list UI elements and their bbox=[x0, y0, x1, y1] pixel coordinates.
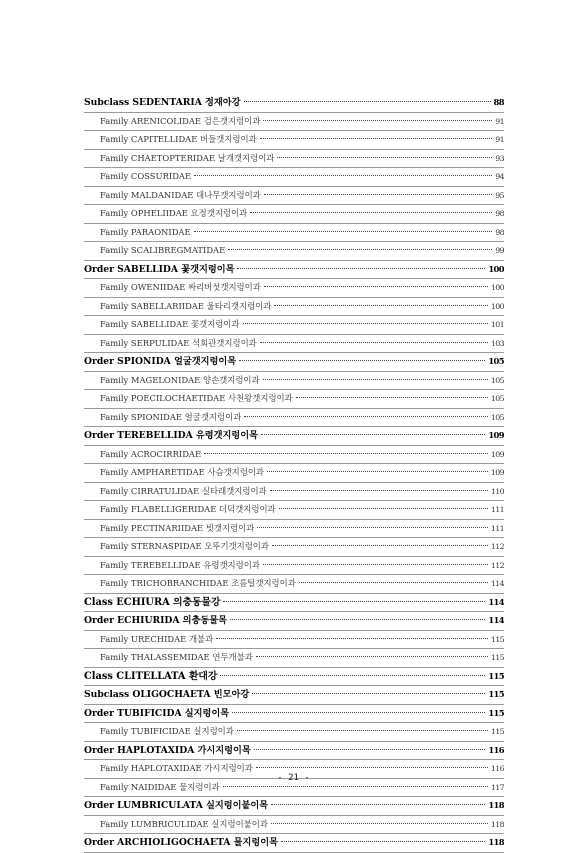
toc-entry-label: Family SCALIBREGMATIDAE bbox=[100, 245, 226, 255]
toc-entry-label: Subclass SEDENTARIA 정재아강 bbox=[84, 97, 241, 108]
toc-family-row[interactable] bbox=[84, 150, 504, 168]
dot-leader bbox=[261, 434, 485, 435]
toc-entry-label: Family TRICHOBRANCHIDAE 조름털갯지렁이과 bbox=[100, 578, 296, 588]
dot-leader bbox=[267, 471, 488, 472]
toc-entry-label: Family URECHIDAE 개불과 bbox=[100, 633, 214, 644]
toc-heading-row[interactable] bbox=[84, 834, 504, 852]
toc-family-row[interactable] bbox=[84, 464, 504, 482]
toc-entry-label: Family ACROCIRRIDAE bbox=[100, 448, 202, 459]
toc-page-number: 100 bbox=[488, 263, 504, 274]
toc-family-row[interactable] bbox=[84, 168, 504, 186]
toc-entry-label: Family OPHELIIDAE 요정갯지렁이과 bbox=[100, 208, 248, 218]
toc-page-number: 118 bbox=[490, 819, 504, 829]
row-divider bbox=[84, 852, 504, 853]
toc-entry-label: Family MALDANIDAE 대나무갯지렁이과 bbox=[100, 189, 261, 200]
toc-heading-row[interactable] bbox=[84, 594, 504, 612]
toc-page-number: 91 bbox=[495, 135, 504, 144]
toc-page-number: 100 bbox=[490, 301, 504, 311]
toc-entry-label: Family PARAONIDAE bbox=[100, 226, 191, 237]
toc-page-number: 95 bbox=[495, 190, 504, 200]
dot-leader bbox=[216, 638, 488, 639]
dot-leader bbox=[277, 157, 492, 158]
dot-leader bbox=[204, 453, 488, 454]
dot-leader bbox=[260, 138, 493, 139]
toc-entry-label: Order ARCHIOLIGOCHAETA 물지렁이목 bbox=[84, 837, 278, 848]
toc-entry-label: Family CAPITELLIDAE 버들갯지렁이과 bbox=[100, 134, 257, 144]
dot-leader bbox=[244, 101, 491, 102]
dot-leader bbox=[281, 841, 485, 842]
toc-family-row[interactable] bbox=[84, 298, 504, 316]
toc-page-number: 94 bbox=[495, 172, 504, 181]
dot-leader bbox=[239, 360, 485, 361]
toc-page-number: 103 bbox=[490, 338, 504, 348]
toc-entry-label: Order SPIONIDA 얼굴갯지렁이목 bbox=[84, 356, 237, 367]
dot-leader bbox=[228, 249, 492, 250]
dot-leader bbox=[263, 379, 488, 380]
toc-family-row[interactable] bbox=[84, 649, 504, 667]
toc-page-number: 91 bbox=[495, 116, 504, 126]
toc-entry-label: Family COSSURIDAE bbox=[100, 171, 192, 181]
toc-page-number: 115 bbox=[490, 634, 504, 644]
toc-family-row[interactable] bbox=[84, 279, 504, 297]
dot-leader bbox=[296, 397, 488, 398]
dot-leader bbox=[252, 693, 485, 694]
toc-entry-label: Subclass OLIGOCHAETA 빈모아강 bbox=[84, 689, 250, 700]
toc-page-number: 99 bbox=[495, 246, 504, 255]
toc-page-number: 109 bbox=[490, 449, 504, 459]
toc-entry-label: Order SABELLIDA 꽃갯지렁이목 bbox=[84, 263, 235, 275]
table-of-contents bbox=[84, 94, 504, 853]
toc-entry-label: Order LUMBRICULATA 실지렁이붙이목 bbox=[84, 800, 269, 811]
dot-leader bbox=[257, 527, 488, 528]
toc-entry-label: Family TEREBELLIDAE 유령갯지렁이과 bbox=[100, 559, 260, 570]
toc-page-number: 93 bbox=[495, 153, 504, 163]
page-number: - 21 - bbox=[277, 773, 310, 783]
toc-heading-row[interactable] bbox=[84, 742, 504, 760]
dot-leader bbox=[272, 545, 488, 546]
dot-leader bbox=[263, 564, 488, 565]
toc-family-row[interactable] bbox=[84, 113, 504, 131]
toc-heading-row[interactable] bbox=[84, 353, 504, 371]
toc-entry-label: Family HAPLOTAXIDAE 가시지렁이과 bbox=[100, 763, 253, 773]
toc-heading-row[interactable] bbox=[84, 612, 504, 630]
toc-page-number: 116 bbox=[488, 744, 504, 755]
toc-entry-label: Family NAIDIDAE 물지렁이과 bbox=[100, 781, 220, 792]
toc-entry-label: Order TEREBELLIDA 유령갯지렁이목 bbox=[84, 430, 259, 441]
dot-leader bbox=[194, 231, 493, 232]
toc-entry-label: Family PECTINARIIDAE 빗갯지렁이과 bbox=[100, 522, 255, 533]
toc-entry-label: Family CHAETOPTERIDAE 날개갯지렁이과 bbox=[100, 152, 275, 163]
dot-leader bbox=[250, 212, 492, 213]
dot-leader bbox=[237, 268, 485, 269]
toc-page-number: 105 bbox=[490, 412, 504, 422]
toc-heading-row[interactable] bbox=[84, 705, 504, 723]
toc-page-number: 110 bbox=[490, 486, 504, 496]
dot-leader bbox=[270, 490, 488, 491]
toc-family-row[interactable] bbox=[84, 242, 504, 260]
dot-leader bbox=[256, 656, 488, 657]
dot-leader bbox=[244, 416, 488, 417]
toc-entry-label: Family THALASSEMIDAE 연두개불과 bbox=[100, 652, 253, 662]
toc-family-row[interactable] bbox=[84, 372, 504, 390]
toc-family-row[interactable] bbox=[84, 483, 504, 501]
dot-leader bbox=[264, 194, 492, 195]
toc-family-row[interactable] bbox=[84, 575, 504, 593]
toc-family-row[interactable] bbox=[84, 224, 504, 242]
toc-entry-label: Family AMPHARETIDAE 사슴갯지렁이과 bbox=[100, 467, 265, 477]
dot-leader bbox=[271, 823, 488, 824]
toc-entry-label: Class ECHIURA 의충동물강 bbox=[84, 596, 221, 608]
toc-family-row[interactable] bbox=[84, 501, 504, 519]
toc-entry-label: Order HAPLOTAXIDA 가시지렁이목 bbox=[84, 744, 251, 756]
toc-page-number: 115 bbox=[490, 727, 504, 736]
dot-leader bbox=[230, 619, 485, 620]
toc-heading-row[interactable] bbox=[84, 261, 504, 279]
toc-page-number: 112 bbox=[490, 560, 504, 570]
toc-entry-label: Family MAGELONIDAE 양손갯지렁이과 bbox=[100, 374, 260, 385]
toc-page-number: 109 bbox=[490, 468, 504, 477]
toc-family-row[interactable] bbox=[84, 557, 504, 575]
toc-entry-label: Order ECHIURIDA 의충동물목 bbox=[84, 615, 228, 626]
toc-page-number: 115 bbox=[488, 707, 504, 718]
toc-page-number: 116 bbox=[490, 764, 504, 773]
dot-leader bbox=[263, 120, 492, 121]
toc-page-number: 111 bbox=[490, 505, 504, 514]
toc-page-number: 115 bbox=[490, 653, 504, 662]
dot-leader bbox=[232, 712, 485, 713]
toc-entry-label: Family TUBIFICIDAE 실지렁이과 bbox=[100, 726, 234, 736]
toc-entry-label: Family POECILOCHAETIDAE 사천왕갯지렁이과 bbox=[100, 393, 293, 403]
toc-family-row[interactable] bbox=[84, 187, 504, 205]
toc-heading-row[interactable] bbox=[84, 797, 504, 815]
toc-family-row[interactable] bbox=[84, 631, 504, 649]
toc-family-row[interactable] bbox=[84, 520, 504, 538]
toc-entry-label: Family STERNASPIDAE 오뚜기갯지렁이과 bbox=[100, 541, 269, 551]
toc-heading-row[interactable] bbox=[84, 94, 504, 112]
toc-page-number: 114 bbox=[488, 596, 504, 607]
dot-leader bbox=[271, 804, 485, 805]
toc-family-row[interactable] bbox=[84, 390, 504, 408]
toc-family-row[interactable] bbox=[84, 446, 504, 464]
toc-page-number: 105 bbox=[488, 356, 504, 366]
toc-family-row[interactable] bbox=[84, 131, 504, 149]
toc-page-number: 101 bbox=[490, 320, 504, 329]
toc-entry-label: Family FLABELLIGERIDAE 더덕갯지렁이과 bbox=[100, 504, 276, 514]
toc-page-number: 88 bbox=[493, 97, 504, 107]
toc-family-row[interactable] bbox=[84, 538, 504, 556]
toc-page-number: 118 bbox=[488, 800, 504, 810]
toc-entry-label: Family SPIONIDAE 얼굴갯지렁이과 bbox=[100, 411, 242, 422]
toc-page-number: 100 bbox=[490, 283, 504, 292]
toc-page-number: 112 bbox=[490, 542, 504, 551]
dot-leader bbox=[243, 323, 488, 324]
toc-entry-label: Family OWENIIDAE 싸리버섯갯지렁이과 bbox=[100, 282, 261, 292]
toc-page-number: 98 bbox=[495, 209, 504, 218]
dot-leader bbox=[254, 749, 486, 750]
toc-page-number: 105 bbox=[490, 394, 504, 403]
toc-family-row[interactable] bbox=[84, 316, 504, 334]
toc-page-number: 115 bbox=[488, 689, 504, 699]
toc-page-number: 98 bbox=[495, 227, 504, 237]
dot-leader bbox=[274, 305, 488, 306]
toc-family-row[interactable] bbox=[84, 205, 504, 223]
toc-family-row[interactable] bbox=[84, 335, 504, 353]
toc-entry-label: Family SABELLIDAE 꽃갯지렁이과 bbox=[100, 319, 240, 329]
toc-page-number: 114 bbox=[488, 615, 504, 625]
toc-entry-label: Order TUBIFICIDA 실지렁이목 bbox=[84, 707, 230, 719]
toc-page-number: 105 bbox=[490, 375, 504, 385]
dot-leader bbox=[237, 730, 488, 731]
toc-page-number: 114 bbox=[490, 579, 504, 588]
toc-page-number: 117 bbox=[490, 782, 504, 792]
toc-entry-label: Family CIRRATULIDAE 실타래갯지렁이과 bbox=[100, 485, 267, 496]
dot-leader bbox=[223, 601, 485, 602]
dot-leader bbox=[264, 286, 488, 287]
toc-heading-row[interactable] bbox=[84, 686, 504, 704]
dot-leader bbox=[260, 342, 488, 343]
dot-leader bbox=[220, 675, 485, 676]
toc-page-number: 109 bbox=[488, 430, 504, 440]
toc-entry-label: Class CLITELLATA 환대강 bbox=[84, 670, 218, 682]
dot-leader bbox=[194, 175, 492, 176]
toc-entry-label: Family SABELLARIIDAE 울타리갯지렁이과 bbox=[100, 300, 272, 311]
dot-leader bbox=[223, 786, 488, 787]
toc-heading-row[interactable] bbox=[84, 427, 504, 445]
toc-page-number: 115 bbox=[488, 670, 504, 681]
toc-family-row[interactable] bbox=[84, 816, 504, 834]
toc-page-number: 111 bbox=[490, 523, 504, 533]
toc-family-row[interactable] bbox=[84, 723, 504, 741]
toc-entry-label: Family ARENICOLIDAE 검은갯지렁이과 bbox=[100, 115, 261, 126]
dot-leader bbox=[299, 582, 488, 583]
dot-leader bbox=[279, 508, 488, 509]
toc-heading-row[interactable] bbox=[84, 668, 504, 686]
toc-family-row[interactable] bbox=[84, 409, 504, 427]
toc-entry-label: Family LUMBRICULIDAE 실지렁이붙이과 bbox=[100, 818, 268, 829]
toc-entry-label: Family SERPULIDAE 석회관갯지렁이과 bbox=[100, 337, 257, 348]
toc-page-number: 118 bbox=[488, 837, 504, 847]
dot-leader bbox=[256, 767, 488, 768]
